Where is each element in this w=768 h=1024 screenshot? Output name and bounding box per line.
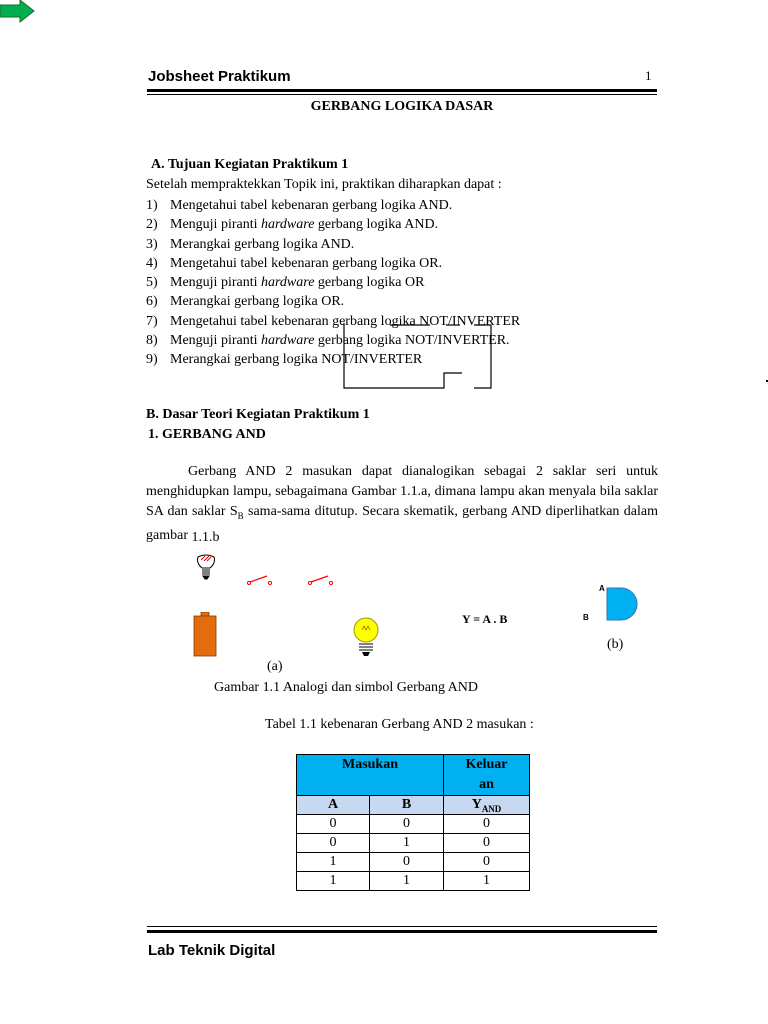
table-row <box>297 834 530 853</box>
table-cell: 0 <box>444 815 530 834</box>
table-cell: 0 <box>444 834 530 853</box>
list-item: 2) Menguji piranti hardware gerbang logika AND. <box>146 217 439 233</box>
section-b-heading: B. Dasar Teori Kegiatan Praktikum 1 <box>146 407 370 422</box>
table-cell: 0 <box>370 853 444 872</box>
list-item: 5) Menguji piranti hardware gerbang logika OR <box>146 275 425 291</box>
table-cell: 0 <box>444 853 530 872</box>
table-cell: 0 <box>297 834 370 853</box>
list-item: 6) Merangkai gerbang logika OR. <box>146 294 345 310</box>
list-item: 1) Mengetahui tabel kebenaran gerbang logika AND. <box>146 198 453 213</box>
truth-table <box>296 754 530 891</box>
arrow-right-icon[interactable] <box>0 0 36 24</box>
header-rule-thin <box>147 94 657 95</box>
table-cell: 1 <box>370 834 444 853</box>
table-cell: 1 <box>297 872 370 891</box>
switch-sb-icon <box>306 573 336 587</box>
table-row <box>297 853 530 872</box>
table-cell: 1 <box>444 872 530 891</box>
small-lamp-icon <box>192 553 220 583</box>
bulb-icon <box>350 616 382 658</box>
footer-title: Lab Teknik Digital <box>148 942 276 959</box>
gate-input-a: A <box>599 584 605 593</box>
list-item: 7) Mengetahui tabel kebenaran gerbang logika NOT/INVERTER <box>146 313 521 329</box>
section-a-intro: Setelah mempraktekkan Topik ini, praktikan diharapkan dapat : <box>146 177 502 192</box>
switch-sa-icon <box>245 573 275 587</box>
table-caption: Tabel 1.1 kebenaran Gerbang AND 2 masukan : <box>265 717 534 732</box>
section-b-subheading: 1. GERBANG AND <box>148 427 266 442</box>
header-rule <box>147 89 657 92</box>
header-title: Jobsheet Praktikum <box>148 68 291 85</box>
figure-caption: Gambar 1.1 Analogi dan simbol Gerbang AND <box>214 680 479 695</box>
figure-label-b: (b) <box>607 637 624 652</box>
table-row <box>297 815 530 834</box>
table-col-a: A <box>297 796 370 815</box>
list-item: 3) Merangkai gerbang logika AND. <box>146 236 355 252</box>
table-col-y: $Y_{AND}$ <box>444 796 530 815</box>
gate-input-b: B <box>583 613 589 622</box>
table-row <box>297 872 530 891</box>
table-cell: 0 <box>297 815 370 834</box>
table-header-keluaran: Keluar an <box>444 755 530 796</box>
list-item: 8) Menguji piranti hardware gerbang logika NOT/INVERTER. <box>146 333 510 349</box>
equation: Y = A . B <box>462 612 508 626</box>
list-item: 4) Mengetahui tabel kebenaran gerbang logika OR. <box>146 255 443 271</box>
footer-rule-thin <box>147 926 657 927</box>
table-col-b: B <box>370 796 444 815</box>
table-cell: 0 <box>370 815 444 834</box>
section-a-heading: A. Tujuan Kegiatan Praktikum 1 <box>151 157 349 172</box>
battery-icon <box>192 612 218 658</box>
table-cell: 1 <box>370 872 444 891</box>
theory-paragraph: Gerbang AND 2 masukan dapat dianalogikan sebagai 2 saklar seri untuk menghidupkan lampu, sebagaimana Gambar 1.1.a, dimana lampu akan menyala bila saklar SA dan saklar $S_B$ sama-sama ditutup. Secara skematik, gerbang AND diperlihatkan dalam gambar 1.1.b <box>146 464 658 545</box>
footer-rule <box>147 930 657 933</box>
not-gate-sketch <box>340 305 500 395</box>
figure-label-a: (a) <box>267 659 283 674</box>
list-item: 9) Merangkai gerbang logika NOT/INVERTER <box>146 352 423 368</box>
page-title: GERBANG LOGIKA DASAR <box>310 99 494 114</box>
page-number: 1 <box>645 68 652 83</box>
table-cell: 1 <box>297 853 370 872</box>
and-gate-icon <box>604 587 642 621</box>
table-header-masukan: Masukan <box>297 755 444 796</box>
